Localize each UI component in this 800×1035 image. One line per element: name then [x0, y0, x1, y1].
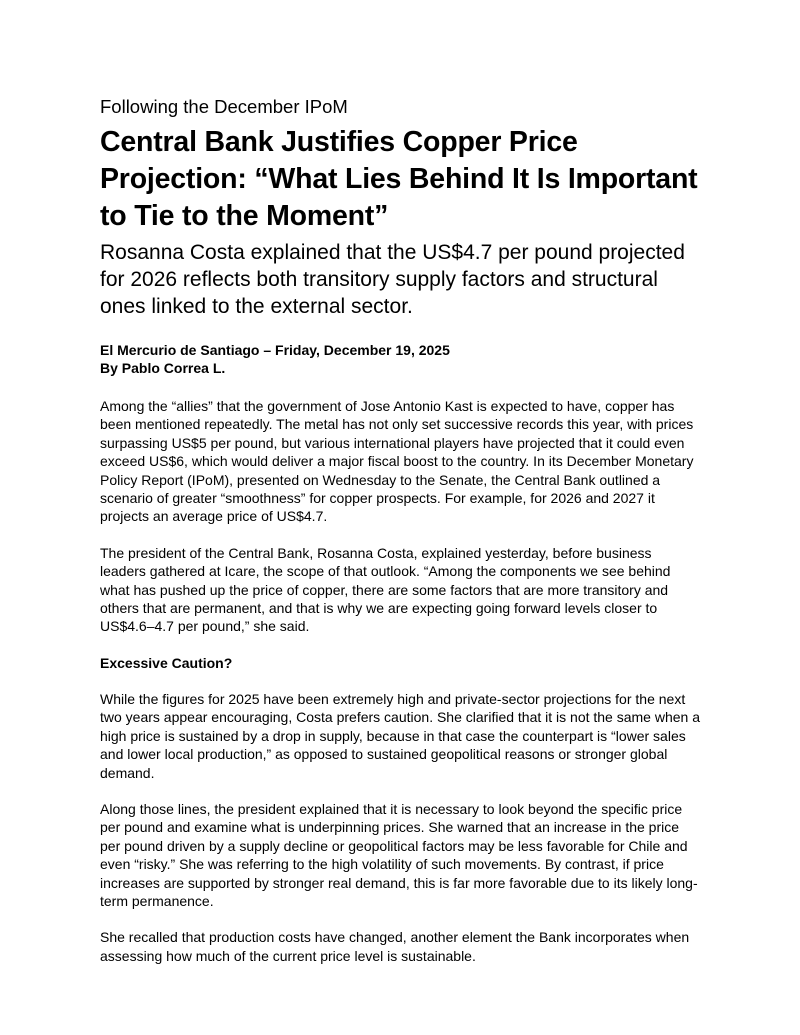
article — [100, 96, 700, 965]
section-subhead: Excessive Caution? — [100, 654, 233, 671]
source-dateline: El Mercurio de Santiago – Friday, December 19, 2025 — [100, 342, 450, 358]
body-paragraph: While the figures for 2025 have been extremely high and private-sector projections for the next two years appear encouraging, Costa prefers caution. She clarified that it is not the same when a high price is sustained by a drop in supply, because in that case the counterpart is “lower sales and lower local production,” as opposed to sustained geopolitical reasons or stronger global demand. — [100, 690, 701, 781]
article-headline: Central Bank Justifies Copper Price Projection: “What Lies Behind It Is Important to Tie to the Moment” — [100, 126, 698, 232]
article-kicker: Following the December IPoM — [100, 96, 348, 117]
byline-block — [100, 341, 700, 377]
article-dek: Rosanna Costa explained that the US$4.7 per pound projected for 2026 reflects both transitory supply factors and structural ones linked to the external sector. — [100, 241, 685, 318]
body-paragraph: The president of the Central Bank, Rosanna Costa, explained yesterday, before business leaders gathered at Icare, the scope of that outlook. “Among the components we see behind what has pushed up the price of copper, there are some factors that are more transitory and others that are permanent, and that is why we are expecting going forward levels closer to US$4.6–4.7 per pound,” she said. — [100, 544, 671, 635]
body-paragraph: Along those lines, the president explained that it is necessary to look beyond the specific price per pound and examine what is underpinning prices. She warned that an increase in the price per pound driven by a supply decline or geopolitical factors may be less favorable for Chile and even “risky.” She was referring to the high volatility of such movements. By contrast, if price increases are supported by stronger real demand, this is far more favorable due to its likely long-term permanence. — [100, 800, 698, 909]
body-paragraph: She recalled that production costs have changed, another element the Bank incorporates when assessing how much of the current price level is sustainable. — [100, 929, 690, 964]
author-byline: By Pablo Correa L. — [100, 360, 226, 376]
body-paragraph: Among the “allies” that the government of Jose Antonio Kast is expected to have, copper has been mentioned repeatedly. The metal has not only set successive records this year, with prices surpassing US$5 per pound, but various international players have projected that it could even exceed US$6, which would deliver a major fiscal boost to the country. In its December Monetary Policy Report (IPoM), presented on Wednesday to the Senate, the Central Bank outlined a scenario of greater “smoothness” for copper prospects. For example, for 2026 and 2027 it projects an average price of US$4.7. — [100, 398, 694, 525]
